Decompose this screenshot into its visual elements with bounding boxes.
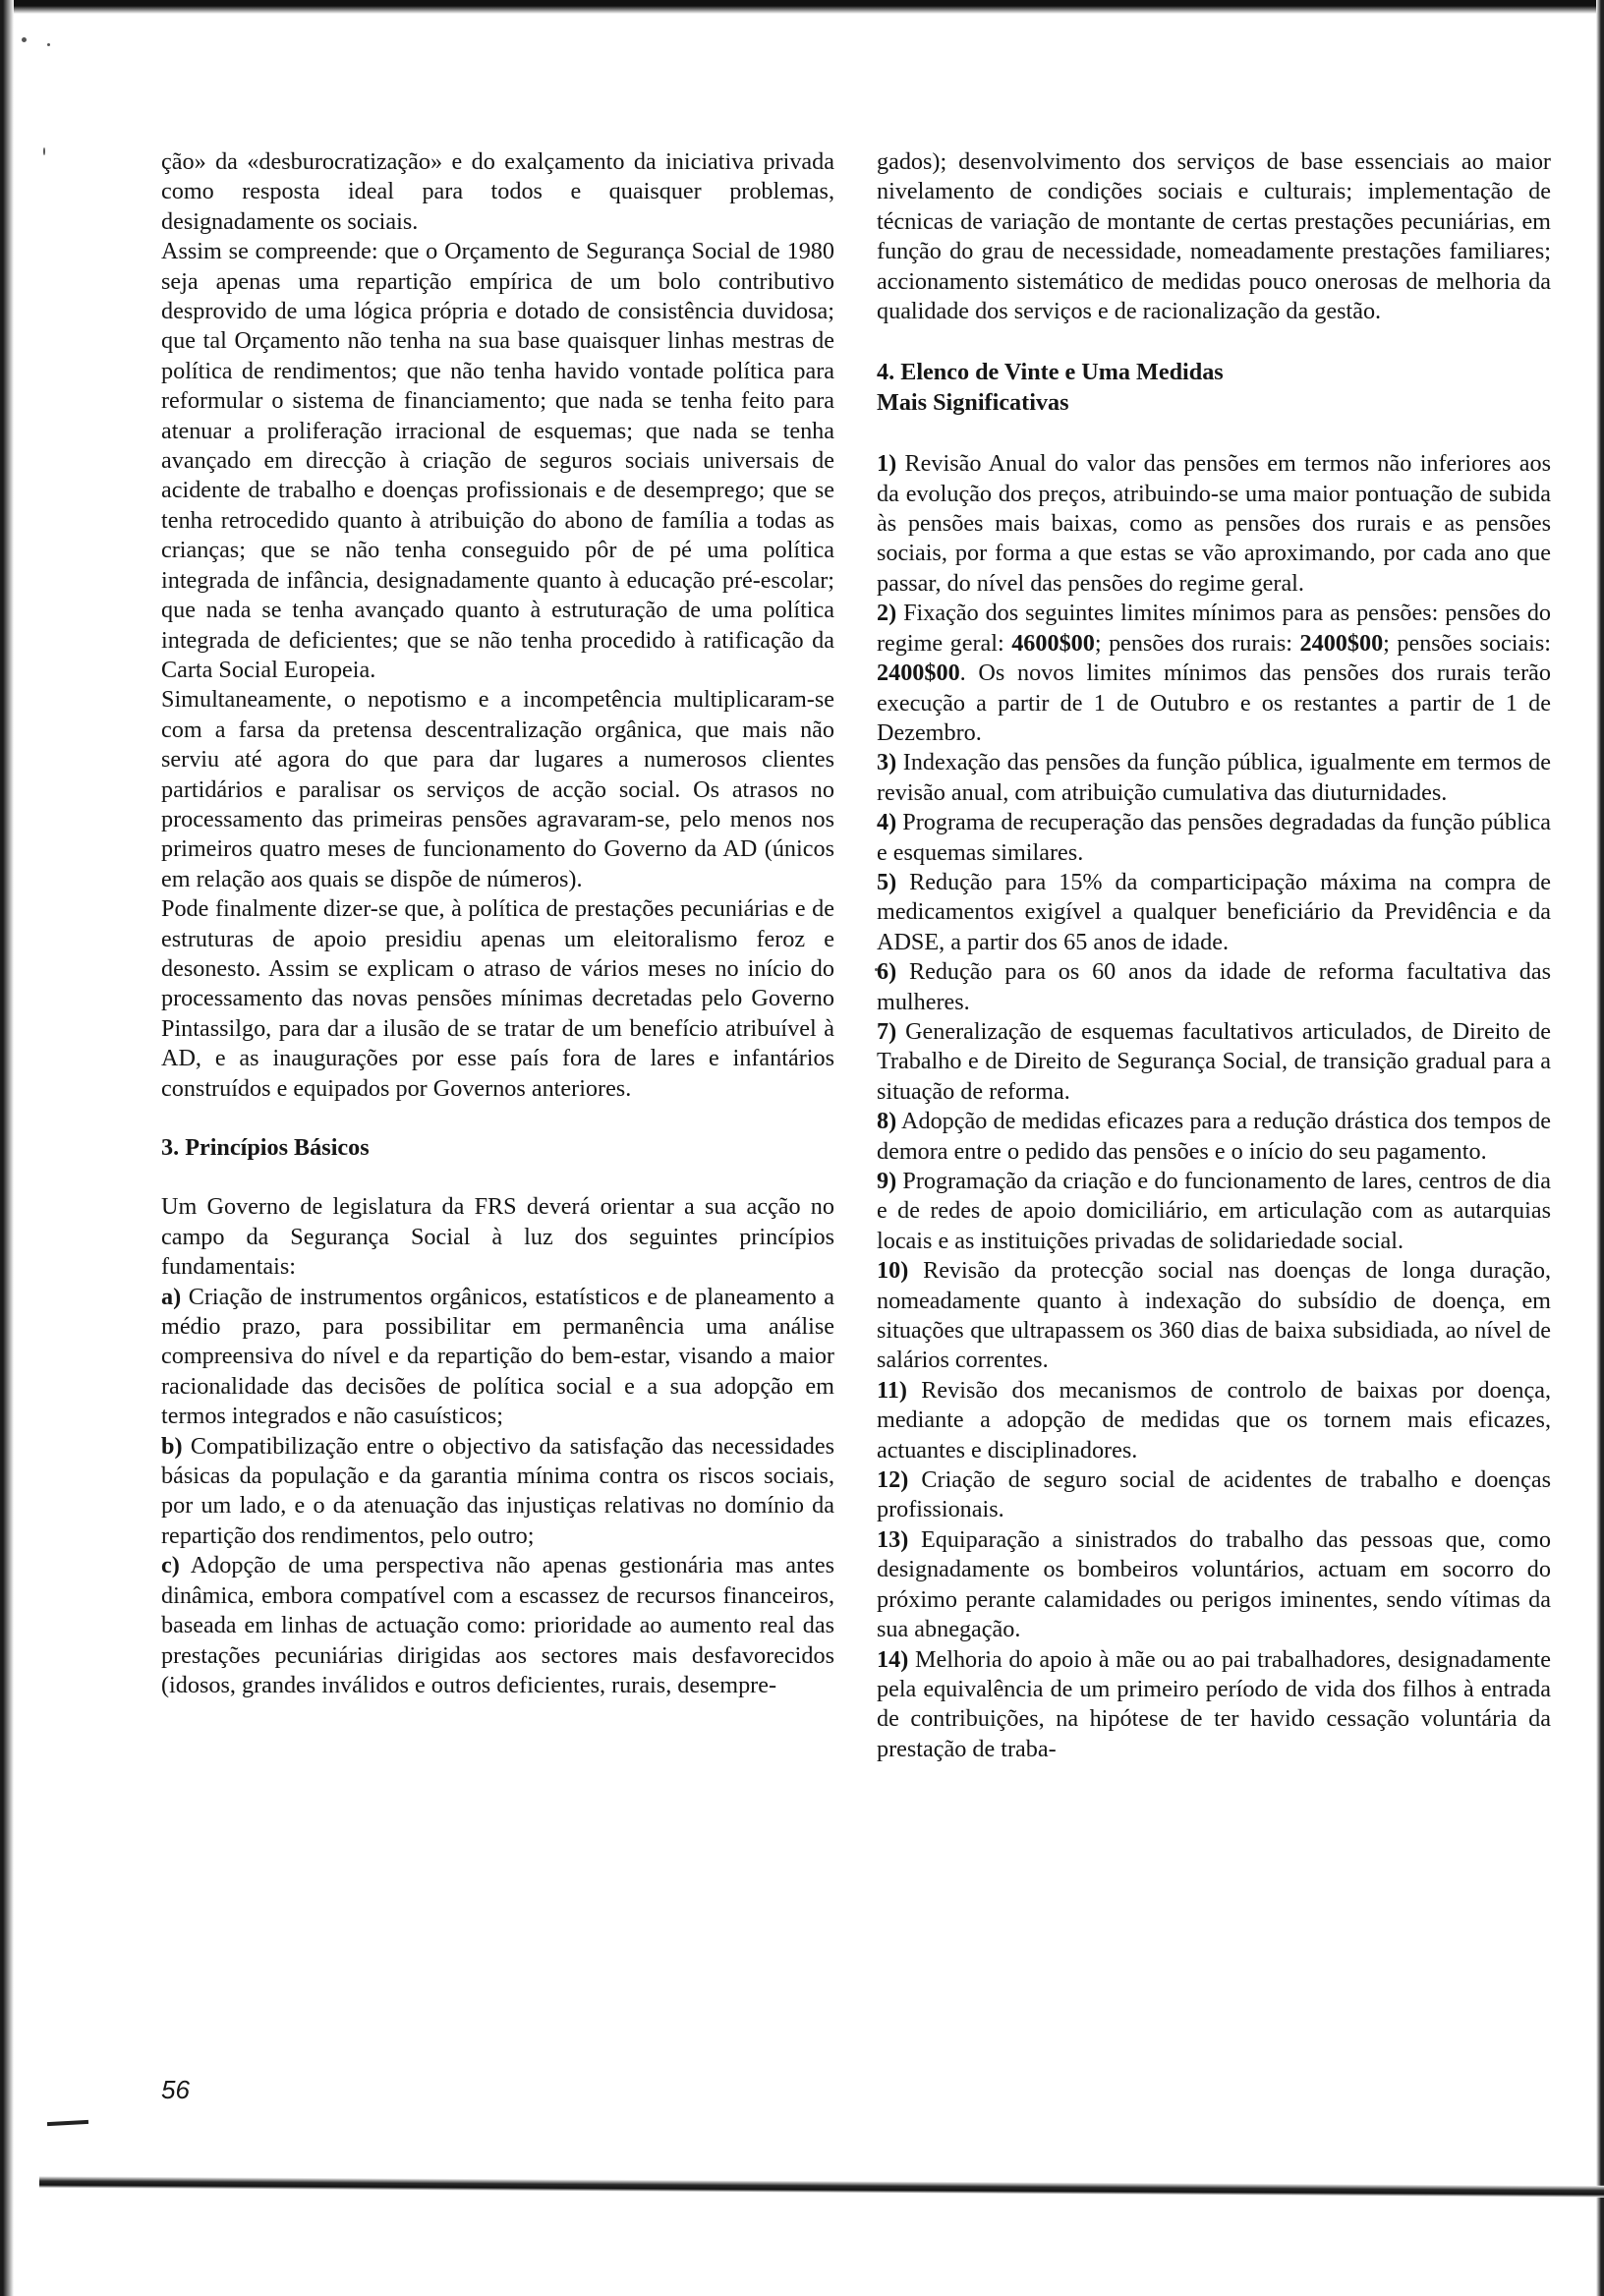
- measure-item: [877, 1017, 1551, 1107]
- section-heading-line: 4. Elenco de Vinte e Uma Medidas: [877, 359, 1224, 386]
- section-heading: [877, 358, 1551, 418]
- item-label: 10): [877, 1257, 909, 1285]
- measure-item: [877, 1167, 1551, 1256]
- principle-item: [161, 1283, 834, 1432]
- item-text: Generalização de esquemas facultativos articulados, de Direito de Trabalho e de Direito de Segurança Social, de transição gradual para a situação de reforma.: [877, 1017, 1551, 1105]
- paragraph: Simultaneamente, o nepotismo e a incompetência multiplicaram-se com a farsa da pretensa descentralização orgânica, que mais não serviu até agora do que para dar lugares a numerosos clientes partidários e paralisar os serviços de acção social. Os atrasos no processamento das primeiras pensões agravaram-se, pelo menos nos primeiros quatro meses de funcionamento do Governo da AD (únicos em relação aos quais se dispõe de números).: [161, 686, 834, 892]
- item-text: Redução para 15% da comparticipação máxima na compra de medicamentos exigível a qualquer beneficiário da Previdência e da ADSE, a partir dos 65 anos de idade.: [877, 868, 1551, 955]
- principle-item: [161, 1551, 834, 1700]
- item-text: Programação da criação e do funcionamento de lares, centros de dia e de redes de apoio domiciliário, em articulação com as autarquias locais e as instituições privadas de solidariedade social.: [877, 1168, 1552, 1254]
- measure-item: [877, 808, 1551, 868]
- item-label: 13): [877, 1525, 909, 1553]
- scan-edge-right: [1596, 0, 1604, 2296]
- paragraph: gados); desenvolvimento dos serviços de base essenciais ao maior nivelamento de condições sociais e culturais; implementação de técnicas de variação de montante de certas prestações pecuniárias, em função do grau de necessidade, nomeadamente prestações familiares; accionamento sistemático de medidas pouco onerosas de melhoria da qualidade dos serviços e de racionalização da gestão.: [877, 148, 1551, 325]
- measure-item: [877, 449, 1551, 599]
- item-text: Criação de seguro social de acidentes de trabalho e doenças profissionais.: [877, 1466, 1552, 1523]
- item-text: Adopção de uma perspectiva não apenas gestionária mas antes dinâmica, embora compatível com a escassez de recursos financeiros, baseada em linhas de actuação como: prioridade ao aumento real das prestações pecuniárias dirigidas aos sectores mais desfavorecidos (idosos, grandes inválidos e outros deficientes, rurais, desempre-: [161, 1552, 834, 1698]
- pension-value: 4600$00: [1011, 629, 1095, 657]
- measure-item: [877, 1525, 1551, 1645]
- item-label: a): [161, 1283, 182, 1310]
- right-column: [877, 147, 1551, 1764]
- item-label: 8): [877, 1108, 897, 1135]
- measure-item: [877, 868, 1551, 957]
- item-label: c): [161, 1552, 180, 1579]
- item-text: Revisão Anual do valor das pensões em termos não inferiores aos da evolução dos preços, atribuindo-se uma maior pontuação de subida às pensões mais baixas, como as pensões dos rurais e as pensões sociais, por forma a que estas se vão aproximando, por cada ano que passar, do nível das pensões do regime geral.: [877, 450, 1551, 597]
- item-text: Criação de instrumentos orgânicos, estatísticos e de planeamento a médio prazo, para possibilitar em permanência uma análise compreensiva do nível e da repartição do bem-estar, visando a maior racionalidade das decisões de política social e a sua adopção em termos integrados e não casuísticos;: [161, 1283, 835, 1430]
- item-text: Fixação dos seguintes limites mínimos para as pensões: pensões do regime geral:: [877, 600, 1552, 657]
- item-text: ; pensões sociais:: [1383, 629, 1551, 657]
- spacer: [877, 418, 1551, 449]
- item-label: 14): [877, 1645, 909, 1673]
- scan-edge-bottom: [39, 2176, 1604, 2198]
- spacer: [161, 1163, 834, 1192]
- page-number: 56: [161, 2075, 190, 2104]
- principle-item: [161, 1432, 834, 1552]
- item-text: . Os novos limites mínimos das pensões dos rurais terão execução a partir de 1 de Outubro e os restantes a partir de 1 de Dezembro.: [877, 660, 1551, 746]
- item-text: Compatibilização entre o objectivo da satisfação das necessidades básicas da população e da garantia mínima contra os riscos sociais, por um lado, e o da atenuação das injustiças relativas no domínio da repartição dos rendimentos, pelo outro;: [161, 1432, 834, 1549]
- measure-item: [877, 1376, 1551, 1465]
- item-label: 2): [877, 600, 897, 627]
- item-text: Melhoria do apoio à mãe ou ao pai trabalhadores, designadamente pela equivalência de um primeiro período de vida dos filhos à entrada de contribuições, na hipótese de ter havido cessação voluntária da prestação de traba-: [877, 1645, 1552, 1762]
- item-text: ; pensões dos rurais:: [1094, 629, 1300, 657]
- item-text: Adopção de medidas eficazes para a redução drástica dos tempos de demora entre o pedido das pensões e o início do seu pagamento.: [877, 1108, 1551, 1165]
- spacer: [877, 326, 1551, 358]
- item-text: Revisão da protecção social nas doenças de longa duração, nomeadamente quanto à indexação do subsídio de doença, em situações que ultrapassem os 360 dias de baixa subsidiada, ao nível de salários correntes.: [877, 1257, 1552, 1374]
- item-text: Programa de recuperação das pensões degradadas da função pública e esquemas similares.: [877, 809, 1552, 866]
- measure-item: [877, 1256, 1551, 1376]
- paragraph: Um Governo de legislatura da FRS deverá orientar a sua acção no campo da Segurança Social à luz dos seguintes princípios fundamentais:: [161, 1193, 834, 1281]
- paragraph: ção» da «desburocratização» e do exalçamento da iniciativa privada como resposta ideal para todos e quaisquer problemas, designadamente os sociais.: [161, 148, 834, 235]
- item-label: 5): [877, 868, 897, 895]
- paragraph: Assim se compreende: que o Orçamento de Segurança Social de 1980 seja apenas uma repartição empírica de um bolo contributivo desprovido de uma lógica própria e dotado de consistência duvidosa; que tal Orçamento não tenha na sua base quaisquer linhas mestras de política de rendimentos; que não tenha havido vontade política para reformular o sistema de financiamento; que nada se tenha feito para atenuar a proliferação irracional de esquemas; que nada se tenha avançado em direcção à criação de seguros sociais universais de acidente de trabalho e doenças profissionais e de desemprego; que se tenha retrocedido quanto à atribuição do abono de família a todas as crianças; que se não tenha conseguido pôr de pé uma política integrada de infância, designadamente quanto à educação pré-escolar; que nada se tenha avançado quanto à estruturação de uma política integrada de deficientes; que se não tenha procedido à ratificação da Carta Social Europeia.: [161, 238, 834, 683]
- measure-item: [877, 1645, 1551, 1765]
- left-column: [161, 147, 834, 1700]
- section-heading-line: Mais Significativas: [877, 388, 1069, 416]
- item-text: Revisão dos mecanismos de controlo de baixas por doença, mediante a adopção de medidas que os tornem mais eficazes, actuantes e disciplinadores.: [877, 1376, 1551, 1464]
- scan-speck: [22, 37, 27, 42]
- scan-edge-top: [0, 0, 1604, 14]
- item-text: Equiparação a sinistrados do trabalho das pessoas que, como designadamente os bombeiros voluntários, actuam em socorro do próximo perante calamidades ou perigos iminentes, sendo vítimas da sua abnegação.: [877, 1525, 1552, 1643]
- scan-mark: [47, 2120, 88, 2126]
- measure-item: [877, 599, 1551, 748]
- item-label: 1): [877, 450, 897, 478]
- item-text: Redução para os 60 anos da idade de reforma facultativa das mulheres.: [877, 958, 1551, 1015]
- pension-value: 2400$00: [877, 660, 960, 687]
- spacer: [161, 1104, 834, 1133]
- item-label: 7): [877, 1017, 897, 1045]
- item-label: 11): [877, 1376, 907, 1404]
- item-label: 12): [877, 1466, 909, 1494]
- section-heading: 3. Princípios Básicos: [161, 1134, 370, 1161]
- pension-value: 2400$00: [1299, 629, 1384, 657]
- scan-edge-left: [0, 0, 14, 2296]
- item-label: 4): [877, 809, 897, 836]
- scan-speck: [47, 43, 50, 46]
- item-label: b): [161, 1432, 183, 1460]
- measure-item: [877, 748, 1551, 808]
- item-label: 6): [877, 958, 897, 986]
- measure-item: [877, 1107, 1551, 1167]
- paragraph: Pode finalmente dizer-se que, à política de prestações pecuniárias e de estruturas de apoio presidiu apenas um eleitoralismo feroz e desonesto. Assim se explicam o atraso de vários meses no início do processamento das novas pensões mínimas decretadas pelo Governo Pintassilgo, para dar a ilusão de se tratar de um benefício atribuível à AD, e as inaugurações por esse país fora de lares e infantários construídos e equipados por Governos anteriores.: [161, 895, 834, 1102]
- item-label: 3): [877, 749, 897, 776]
- item-text: Indexação das pensões da função pública, igualmente em termos de revisão anual, com atribuição cumulativa das diuturnidades.: [877, 749, 1551, 806]
- item-label: 9): [877, 1168, 897, 1194]
- measure-item: [877, 957, 1551, 1017]
- measure-item: [877, 1465, 1551, 1525]
- scan-speck: [43, 147, 45, 155]
